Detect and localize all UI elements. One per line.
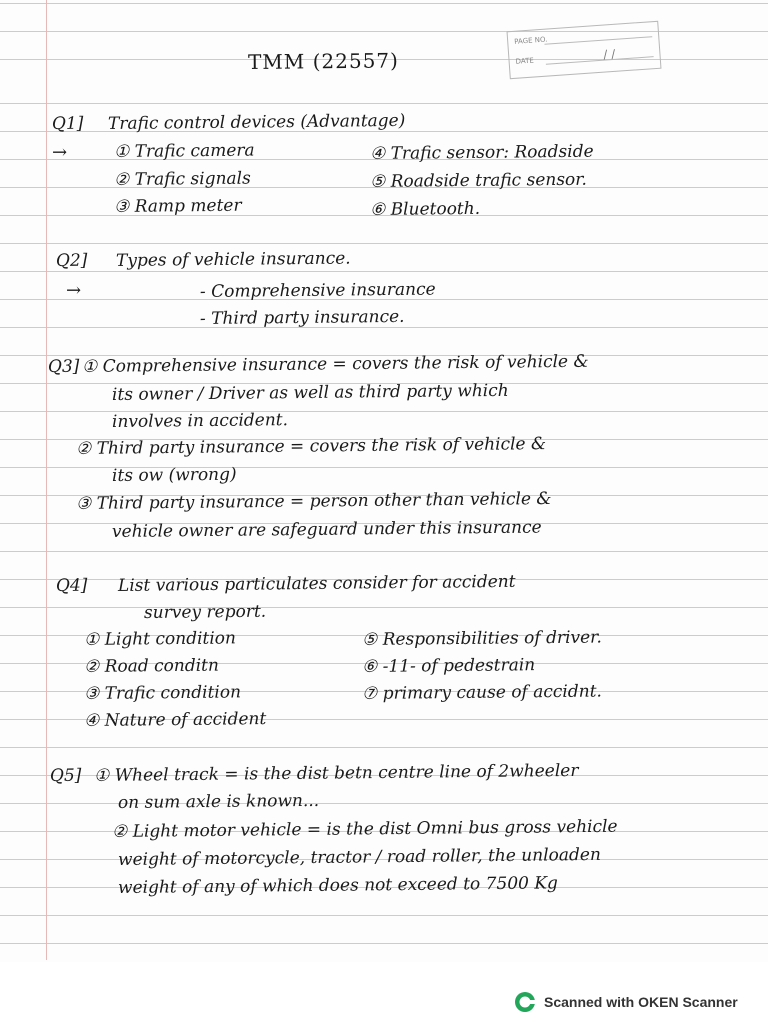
q5-line: ② Light motor vehicle = is the dist Omni bus gross vehicle bbox=[111, 816, 618, 842]
q3-line: ① Comprehensive insurance = covers the risk of vehicle & bbox=[81, 351, 589, 377]
q2-item: - Comprehensive insurance bbox=[199, 279, 436, 302]
q4-heading: List various particulates consider for accident bbox=[117, 571, 516, 596]
q3-line: its ow (wrong) bbox=[111, 464, 237, 486]
q5-line: weight of any of which does not exceed to 7500 Kg bbox=[117, 873, 558, 898]
q4-item: ① Light condition bbox=[83, 628, 237, 650]
stamp-underline bbox=[544, 36, 652, 45]
q3-line: ② Third party insurance = covers the risk of vehicle & bbox=[75, 434, 547, 459]
scanner-text: Scanned with OKEN Scanner bbox=[544, 994, 738, 1010]
q1-item: ① Trafic camera bbox=[113, 140, 255, 162]
q1-item: ② Trafic signals bbox=[113, 168, 251, 190]
stamp-underline bbox=[546, 56, 654, 65]
q2-heading: Types of vehicle insurance. bbox=[115, 248, 351, 271]
q1-item: ③ Ramp meter bbox=[113, 195, 242, 217]
q4-item: ⑥ -11- of pedestrain bbox=[361, 655, 536, 677]
page-title: TMM (22557) bbox=[247, 48, 400, 74]
q1-label: Q1] bbox=[51, 113, 84, 134]
q1-item: ⑥ Bluetooth. bbox=[369, 198, 481, 220]
q5-line: on sum axle is known... bbox=[117, 790, 320, 813]
page-no-label: PAGE NO. bbox=[513, 35, 548, 46]
q4-item: ④ Nature of accident bbox=[83, 709, 267, 731]
q4-item: ② Road conditn bbox=[83, 655, 220, 677]
arrow-icon: → bbox=[52, 142, 68, 163]
q2-label: Q2] bbox=[55, 250, 88, 271]
q4-label: Q4] bbox=[55, 575, 88, 596]
q4-item: ⑦ primary cause of accidnt. bbox=[361, 681, 602, 704]
oken-scanner-logo-icon bbox=[514, 991, 536, 1013]
q4-subheading: survey report. bbox=[143, 601, 267, 623]
q1-item: ⑤ Roadside trafic sensor. bbox=[369, 169, 588, 192]
q3-line: ③ Third party insurance = person other than vehicle & bbox=[75, 489, 552, 514]
q3-line: involves in accident. bbox=[111, 410, 289, 432]
page-date-stamp bbox=[507, 21, 662, 79]
q4-item: ⑤ Responsibilities of driver. bbox=[361, 627, 602, 650]
arrow-icon: → bbox=[66, 280, 82, 301]
q3-line: vehicle owner are safeguard under this insurance bbox=[111, 517, 542, 542]
date-label: DATE bbox=[515, 56, 535, 66]
q1-item: ④ Trafic sensor: Roadside bbox=[369, 141, 594, 164]
date-value: / / bbox=[602, 46, 616, 62]
q5-label: Q5] bbox=[49, 765, 82, 786]
q5-line: weight of motorcycle, tractor / road roller, the unloaden bbox=[117, 844, 601, 870]
q4-item: ③ Trafic condition bbox=[83, 682, 242, 704]
scanner-watermark bbox=[514, 991, 738, 1013]
margin-line bbox=[46, 0, 47, 960]
q3-label: Q3] bbox=[47, 356, 80, 377]
q5-line: ① Wheel track = is the dist betn centre line of 2wheeler bbox=[93, 760, 579, 786]
q3-line: its owner / Driver as well as third party which bbox=[111, 380, 509, 405]
q2-item: - Third party insurance. bbox=[199, 306, 405, 329]
q1-heading: Trafic control devices (Advantage) bbox=[107, 110, 406, 134]
